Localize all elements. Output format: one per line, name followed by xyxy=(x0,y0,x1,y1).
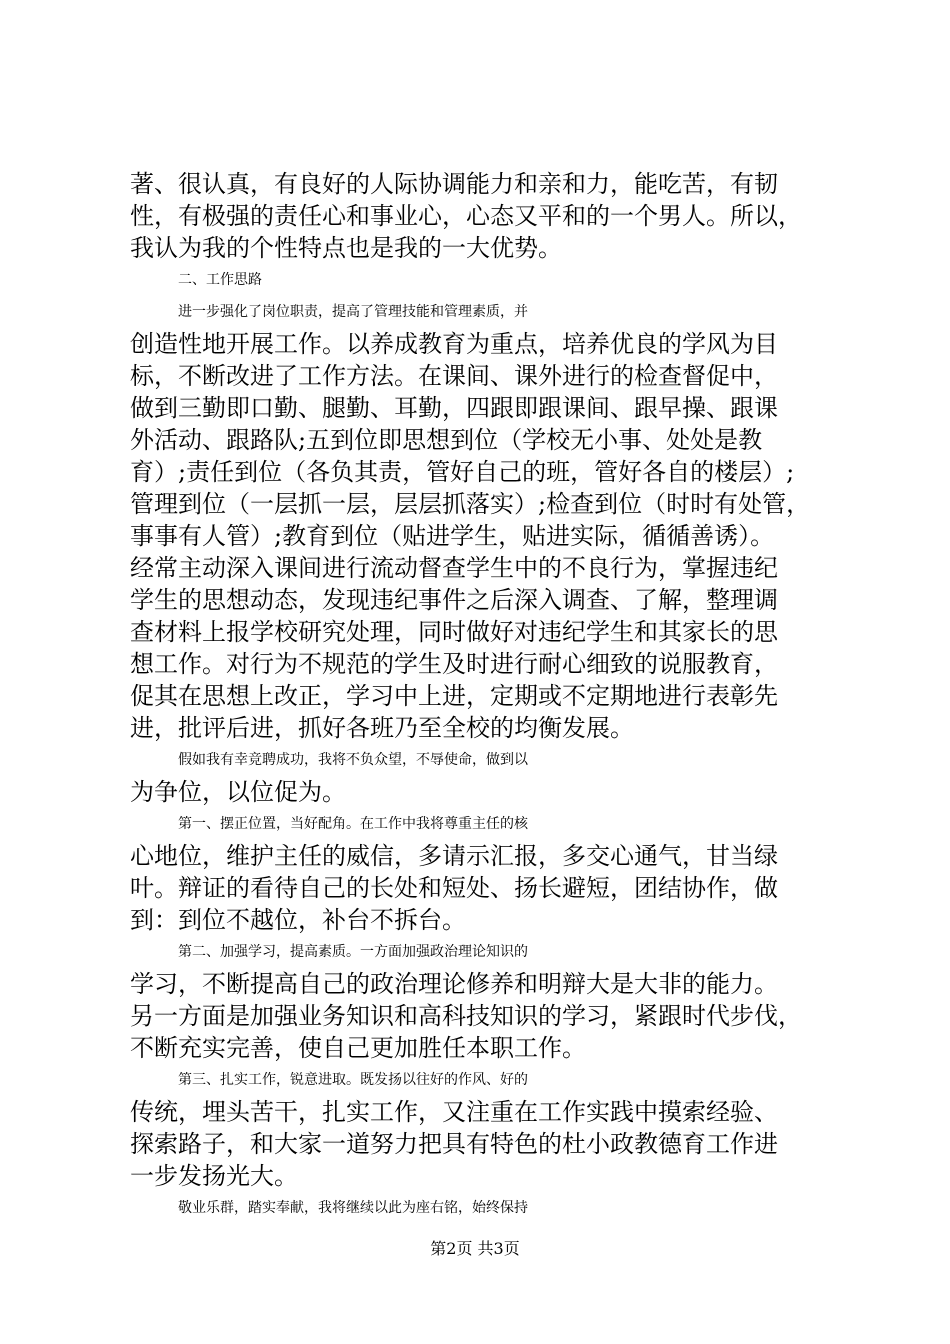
text-line: 我认为我的个性特点也是我的一大优势。 xyxy=(130,234,562,262)
text-line: 传统，埋头苦干，扎实工作，又注重在工作实践中摸索经验、 xyxy=(130,1098,778,1126)
text-line: 著、很认真，有良好的人际协调能力和亲和力，能吃苦，有韧 xyxy=(130,170,778,198)
text-line: 探索路子，和大家一道努力把具有特色的杜小政教德育工作进 xyxy=(130,1130,778,1158)
text-line: 另一方面是加强业务知识和高科技知识的学习，紧跟时代步伐， xyxy=(130,1002,802,1030)
text-line: 第二、加强学习，提高素质。一方面加强政治理论知识的 xyxy=(178,944,528,960)
text-line: 假如我有幸竞聘成功，我将不负众望，不辱使命，做到以 xyxy=(178,752,528,768)
text-line: 二、工作思路 xyxy=(178,272,262,288)
text-line: 促其在思想上改正，学习中上进，定期或不定期地进行表彰先 xyxy=(130,682,778,710)
text-line: 第一、摆正位置，当好配角。在工作中我将尊重主任的核 xyxy=(178,816,528,832)
page-footer: 第2页 共3页 xyxy=(430,1239,520,1258)
text-line: 为争位，以位促为。 xyxy=(130,778,346,806)
text-line: 学生的思想动态，发现违纪事件之后深入调查、了解，整理调 xyxy=(130,586,778,614)
text-line: 查材料上报学校研究处理，同时做好对违纪学生和其家长的思 xyxy=(130,618,778,646)
text-line: 做到三勤即口勤、腿勤、耳勤，四跟即跟课间、跟早操、跟课 xyxy=(130,394,778,422)
text-line: 性，有极强的责任心和事业心，心态又平和的一个男人。所以， xyxy=(130,202,802,230)
text-line: 进一步强化了岗位职责，提高了管理技能和管理素质，并 xyxy=(178,304,528,320)
text-line: 第三、扎实工作，锐意进取。既发扬以往好的作风、好的 xyxy=(178,1072,528,1088)
text-line: 心地位，维护主任的威信，多请示汇报，多交心通气，甘当绿 xyxy=(130,842,778,870)
text-line: 外活动、跟路队;五到位即思想到位（学校无小事、处处是教 xyxy=(130,426,763,454)
text-line: 敬业乐群，踏实奉献，我将继续以此为座右铭，始终保持 xyxy=(178,1200,528,1216)
text-line: 进，批评后进，抓好各班乃至全校的均衡发展。 xyxy=(130,714,634,742)
text-line: 创造性地开展工作。以养成教育为重点，培养优良的学风为目 xyxy=(130,330,778,358)
text-line: 不断充实完善，使自己更加胜任本职工作。 xyxy=(130,1034,586,1062)
text-line: 经常主动深入课间进行流动督查学生中的不良行为，掌握违纪 xyxy=(130,554,778,582)
text-line: 学习，不断提高自己的政治理论修养和明辩大是大非的能力。 xyxy=(130,970,778,998)
text-line: 管理到位（一层抓一层，层层抓落实）;检查到位（时时有处管， xyxy=(130,490,811,518)
text-line: 到：到位不越位，补台不拆台。 xyxy=(130,906,466,934)
text-line: 育）;责任到位（各负其责，管好自己的班，管好各自的楼层）; xyxy=(130,458,795,486)
text-line: 一步发扬光大。 xyxy=(130,1162,298,1190)
text-line: 标，不断改进了工作方法。在课间、课外进行的检查督促中， xyxy=(130,362,778,390)
text-line: 叶。辩证的看待自己的长处和短处、扬长避短，团结协作，做 xyxy=(130,874,778,902)
text-line: 事事有人管）;教育到位（贴进学生，贴进实际，循循善诱）。 xyxy=(130,522,775,550)
text-line: 想工作。对行为不规范的学生及时进行耐心细致的说服教育， xyxy=(130,650,778,678)
